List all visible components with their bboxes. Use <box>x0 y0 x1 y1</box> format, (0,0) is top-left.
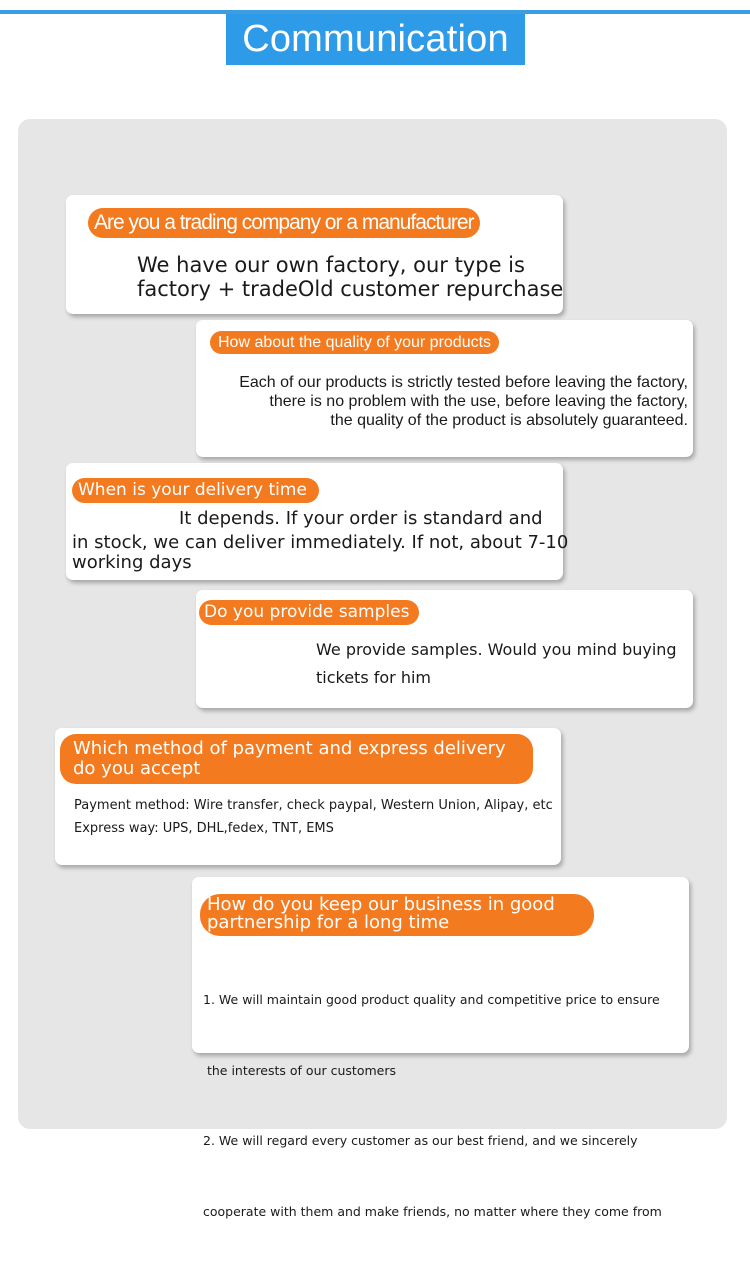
answer-line: 1. We will maintain good product quality and competitive price to ensure <box>203 992 660 1007</box>
answer-line: the quality of the product is absolutely guaranteed. <box>330 412 688 429</box>
question-line: partnership for a long time <box>207 912 450 933</box>
answer-line: Each of our products is strictly tested before leaving the factory, <box>239 374 688 391</box>
faq-card-samples <box>196 590 693 708</box>
answer-line: Payment method: Wire transfer, check paypal, Western Union, Alipay, etc <box>74 798 553 813</box>
faq-question-tag: When is your delivery time <box>72 478 319 503</box>
answer-line: there is no problem with the use, before leaving the factory, <box>269 393 688 410</box>
faq-question-tag: Are you a trading company or a manufacturer <box>88 208 480 238</box>
answer-line: tickets for him <box>316 668 432 687</box>
answer-line: It depends. If your order is standard and <box>179 508 543 529</box>
faq-question-tag: Do you provide samples <box>199 600 419 625</box>
question-line: do you accept <box>73 758 201 779</box>
faq-answer <box>72 508 569 573</box>
faq-answer <box>203 941 662 1270</box>
answer-line: factory + tradeOld customer repurchase <box>137 277 564 301</box>
page-title: Communication <box>226 14 525 65</box>
answer-line: We have our own factory, our type is <box>137 253 525 277</box>
faq-card-product-quality <box>196 320 693 457</box>
answer-line: 2. We will regard every customer as our best friend, and we sincerely <box>203 1133 638 1148</box>
question-line: How do you keep our business in good <box>207 894 555 915</box>
faq-card-delivery-time <box>66 463 569 580</box>
answer-line: cooperate with them and make friends, no matter where they come from <box>203 1203 662 1219</box>
faq-answer <box>239 373 688 430</box>
question-line: Which method of payment and express delivery <box>73 738 506 759</box>
faq-card-trading-company <box>66 195 563 314</box>
answer-line: the interests of our customers <box>203 1062 396 1078</box>
faq-card-payment-delivery <box>55 728 561 865</box>
faq-answer <box>74 794 553 840</box>
faq-question-tag: How about the quality of your products <box>210 331 499 354</box>
answer-line: working days <box>72 552 192 573</box>
faq-answer <box>316 636 677 692</box>
faq-card-long-term-partnership <box>192 877 689 1219</box>
faq-answer <box>137 253 563 301</box>
faq-question-tag <box>60 734 533 784</box>
answer-line: Express way: UPS, DHL,fedex, TNT, EMS <box>74 821 334 836</box>
answer-line: We provide samples. Would you mind buying <box>316 640 677 659</box>
answer-line: in stock, we can deliver immediately. If not, about 7-10 <box>72 532 569 553</box>
faq-question-tag <box>200 894 594 936</box>
